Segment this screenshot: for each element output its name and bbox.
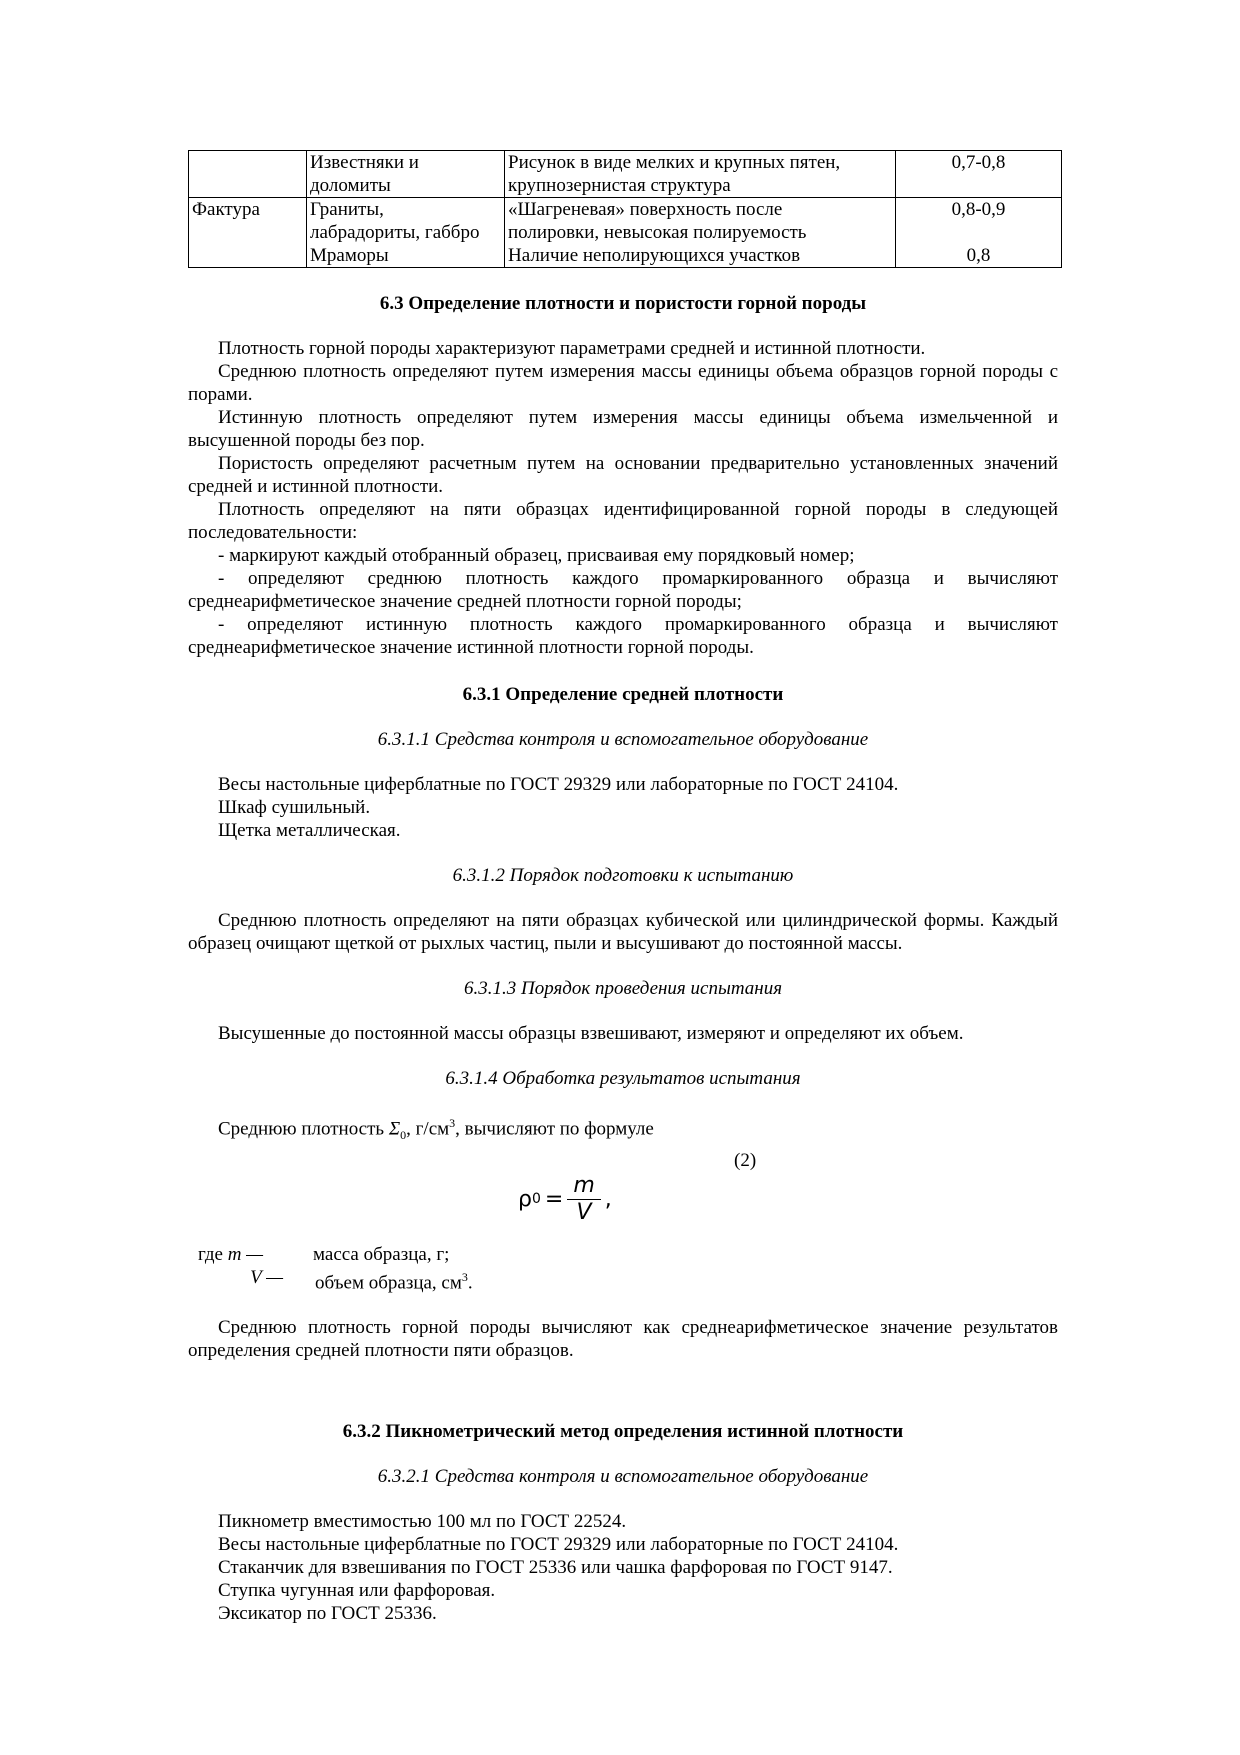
table-cell xyxy=(189,244,307,268)
list-item: Ступка чугунная или фарфоровая. xyxy=(218,1580,496,1602)
list-item: - определяют истинную плотность каждого промаркированного образца и вычисляют среднеарифметическое значение истинной плотности горной породы. xyxy=(188,614,1058,658)
equation-number: (2) xyxy=(734,1150,757,1172)
table-cell: Рисунок в виде мелких и крупных пятен, крупнозернистая структура xyxy=(505,151,896,198)
list-item: Стаканчик для взвешивания по ГОСТ 25336 или чашка фарфоровая по ГОСТ 9147. xyxy=(218,1557,893,1579)
section-6-3-1-title: 6.3.1 Определение средней плотности xyxy=(462,684,784,705)
table-cell: Наличие неполирующихся участков xyxy=(505,244,896,268)
subsection-6-3-1-4-title: 6.3.1.4 Обработка результатов испытания xyxy=(445,1068,801,1089)
formula-intro: Среднюю плотность $\Sigma_0$, $г/см^3$, вычисляют по формуле xyxy=(218,1116,654,1143)
paragraph: Пористость определяют расчетным путем на основании предварительно установленных значений средней и истинной плотности. xyxy=(188,453,1058,497)
paragraph: Плотность определяют на пяти образцах идентифицированной горной породы в следующей последовательности: xyxy=(188,499,1058,543)
list-item: Эксикатор по ГОСТ 25336. xyxy=(218,1603,437,1625)
formula-legend: где m — масса образца, г; V — объем образца, $см^3$. xyxy=(198,1244,473,1294)
list-item: Шкаф сушильный. xyxy=(218,797,371,818)
table-row xyxy=(189,198,1062,245)
table-row xyxy=(189,244,1062,268)
table-cell xyxy=(189,151,307,198)
table-cell: «Шагреневая» поверхность после полировки, невысокая полируемость xyxy=(505,198,896,245)
paragraph: Высушенные до постоянной массы образцы взвешивают, измеряют и определяют их объем. xyxy=(218,1023,964,1044)
subsection-6-3-2-1-title: 6.3.2.1 Средства контроля и вспомогательное оборудование xyxy=(377,1466,869,1488)
list-item: Пикнометр вместимостью 100 мл по ГОСТ 22524. xyxy=(218,1511,627,1533)
table-cell: 0,8-0,9 xyxy=(896,198,1062,245)
formula-block xyxy=(188,1147,1058,1243)
table-row xyxy=(189,151,1062,198)
list-item: - определяют среднюю плотность каждого промаркированного образца и вычисляют среднеарифметическое значение средней плотности горной породы; xyxy=(188,568,1058,612)
paragraph: Среднюю плотность определяют путем измерения массы единицы объема образцов горной породы с порами. xyxy=(188,361,1058,405)
list-item: Весы настольные циферблатные по ГОСТ 29329 или лабораторные по ГОСТ 24104. xyxy=(218,1534,899,1556)
section-6-3-title: 6.3 Определение плотности и пористости горной породы xyxy=(379,293,867,314)
paragraph: Среднюю плотность определяют на пяти образцах кубической или цилиндрической формы. Каждый образец очищают щеткой от рыхлых частиц, пыли и высушивают до постоянной массы. xyxy=(188,910,1058,954)
table-cell: 0,8 xyxy=(896,244,1062,268)
section-6-3-2-title: 6.3.2 Пикнометрический метод определения истинной плотности xyxy=(342,1421,904,1443)
table-cell: Известняки и доломиты xyxy=(307,151,505,198)
paragraph: Среднюю плотность горной породы вычисляют как среднеарифметическое значение результатов определения средней плотности пяти образцов. xyxy=(188,1317,1058,1362)
paragraph: Истинную плотность определяют путем измерения массы единицы объема измельченной и высушенной породы без пор. xyxy=(188,407,1058,451)
document-page xyxy=(188,150,1058,1625)
density-formula: ρ 0 = $\frac{m}{V}$ , xyxy=(518,1173,612,1226)
table-cell: Граниты, лабрадориты, габбро xyxy=(307,198,505,245)
list-item: Весы настольные циферблатные по ГОСТ 29329 или лабораторные по ГОСТ 24104. xyxy=(218,774,899,795)
table-cell: Мраморы xyxy=(307,244,505,268)
subsection-6-3-1-2-title: 6.3.1.2 Порядок подготовки к испытанию xyxy=(452,865,794,886)
subsection-6-3-1-3-title: 6.3.1.3 Порядок проведения испытания xyxy=(463,978,783,999)
list-item: - маркируют каждый отобранный образец, присваивая ему порядковый номер; xyxy=(218,545,855,566)
paragraph: Плотность горной породы характеризуют параметрами средней и истинной плотности. xyxy=(218,338,926,359)
properties-table xyxy=(188,150,1062,268)
table-cell: 0,7-0,8 xyxy=(896,151,1062,198)
table-cell: Фактура xyxy=(189,198,307,245)
list-item: Щетка металлическая. xyxy=(218,820,401,841)
subsection-6-3-1-1-title: 6.3.1.1 Средства контроля и вспомогательное оборудование xyxy=(377,729,869,750)
